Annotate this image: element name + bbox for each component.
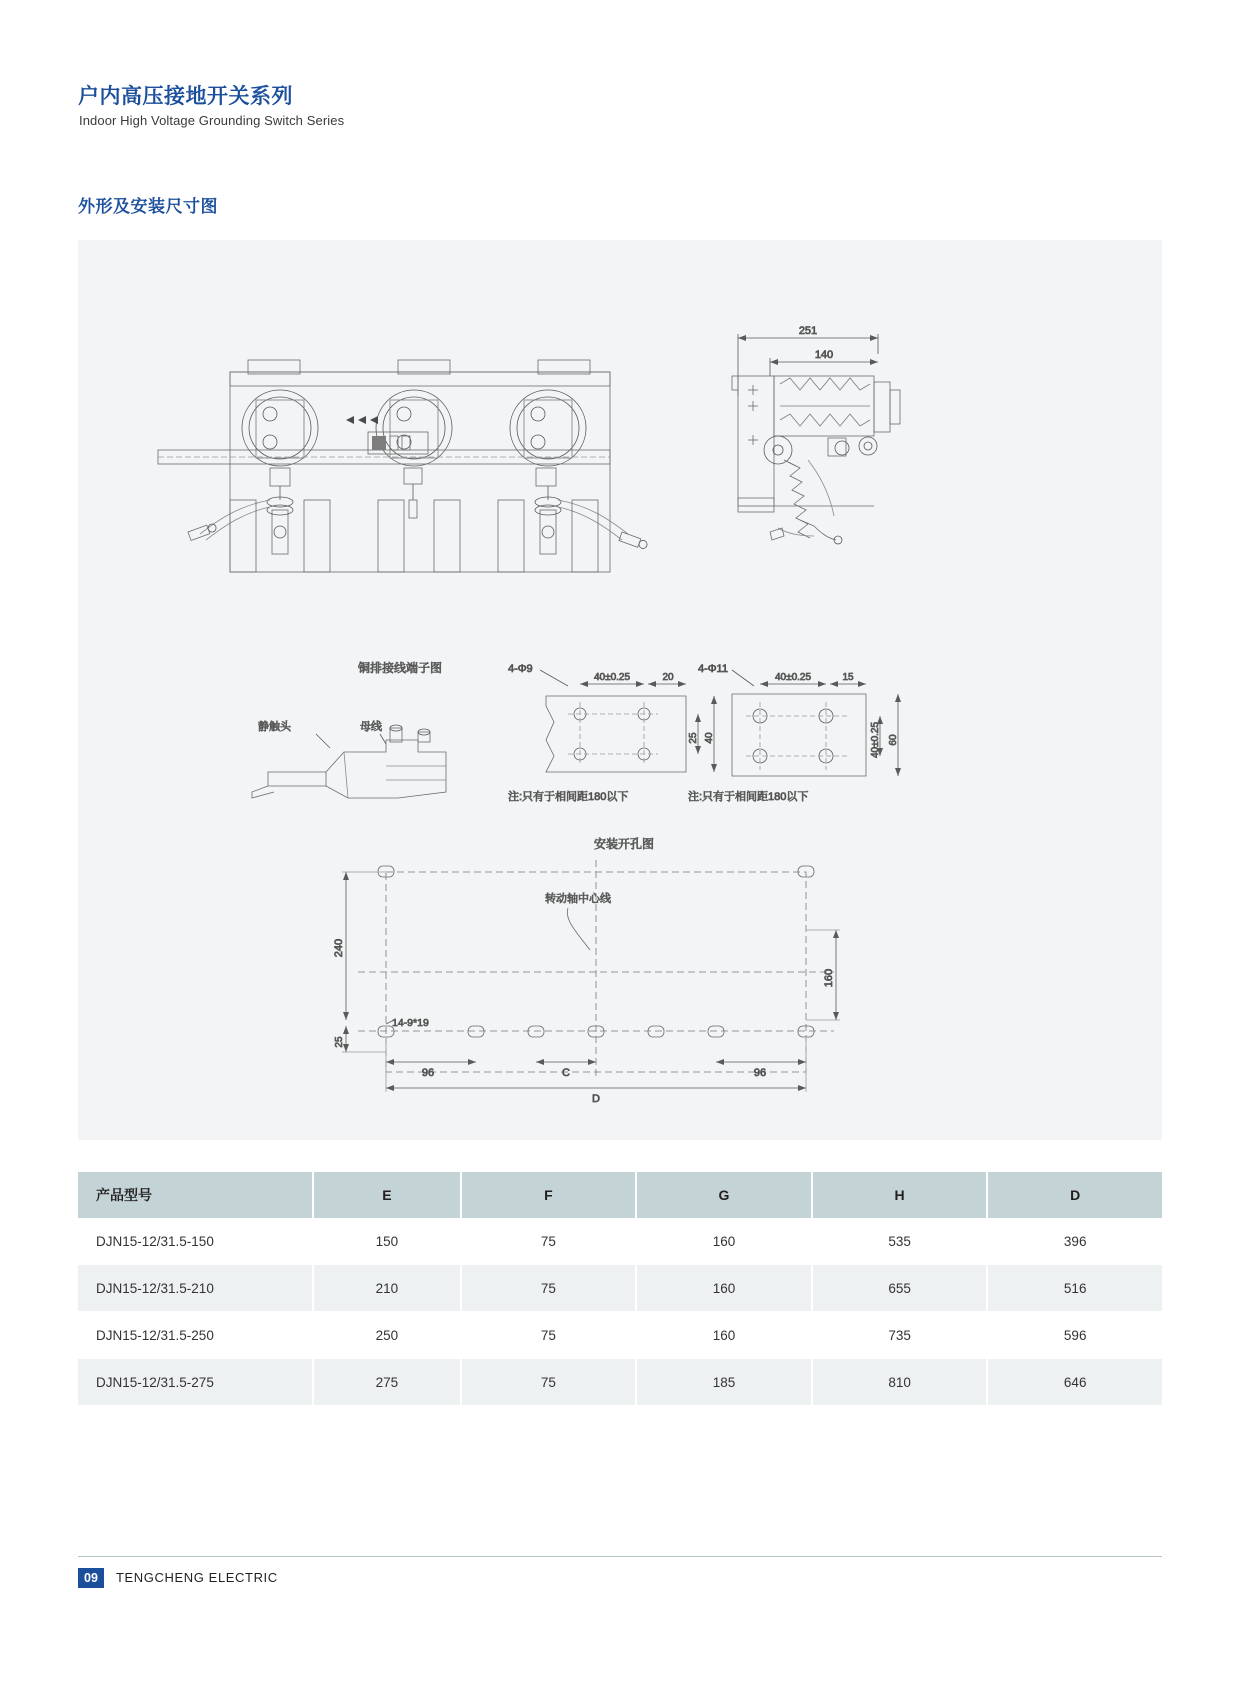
dim-96-left: 96 [421, 1067, 435, 1079]
cell-model: DJN15-12/31.5-150 [78, 1218, 313, 1265]
footer-brand: TENGCHENG ELECTRIC [116, 1570, 278, 1585]
hole-a-pitch: 40±0.25 [593, 672, 631, 683]
terminal-diagram-title: 铜排接线端子图 [357, 661, 443, 675]
dim-C: C [562, 1067, 570, 1079]
cell-f: 75 [461, 1312, 637, 1359]
static-contact-label: 静触头 [258, 721, 291, 733]
specification-table [78, 1172, 1162, 1406]
cell-f: 75 [461, 1218, 637, 1265]
cell-e: 250 [313, 1312, 460, 1359]
cell-e: 150 [313, 1218, 460, 1265]
cell-d: 396 [987, 1218, 1162, 1265]
note-a: 注:只有于相间距180以下 [508, 791, 629, 803]
note-b: 注:只有于相间距180以下 [688, 791, 809, 803]
dim-160: 160 [823, 968, 835, 988]
rotation-axis-label: 转动轴中心线 [545, 893, 611, 905]
cell-e: 275 [313, 1359, 460, 1406]
page-title-zh: 户内高压接地开关系列 [78, 85, 293, 108]
cell-model: DJN15-12/31.5-275 [78, 1359, 313, 1406]
column-header-d: D [987, 1172, 1162, 1218]
hole-b-h1: 40±0.25 [870, 721, 881, 759]
dim-240: 240 [333, 938, 345, 958]
cell-model: DJN15-12/31.5-210 [78, 1265, 313, 1312]
hole-pattern-a-spec: 4-Φ9 [508, 663, 533, 675]
cell-h: 810 [812, 1359, 988, 1406]
cell-e: 210 [313, 1265, 460, 1312]
technical-drawing-panel [78, 240, 1162, 1140]
column-header-model: 产品型号 [78, 1172, 313, 1218]
cell-d: 596 [987, 1312, 1162, 1359]
cell-h: 535 [812, 1218, 988, 1265]
cell-d: 646 [987, 1359, 1162, 1406]
cell-f: 75 [461, 1359, 637, 1406]
cell-h: 655 [812, 1265, 988, 1312]
cell-model: DJN15-12/31.5-250 [78, 1312, 313, 1359]
cell-g: 160 [636, 1218, 812, 1265]
hole-b-h2: 60 [888, 734, 899, 746]
column-header-g: G [636, 1172, 812, 1218]
table-row [78, 1265, 1162, 1312]
table-row [78, 1359, 1162, 1406]
cell-g: 160 [636, 1312, 812, 1359]
cell-f: 75 [461, 1265, 637, 1312]
cell-g: 185 [636, 1359, 812, 1406]
cell-g: 160 [636, 1265, 812, 1312]
column-header-h: H [812, 1172, 988, 1218]
slot-callout: 14-9*19 [392, 1017, 429, 1029]
dim-251: 251 [798, 325, 818, 337]
cell-d: 516 [987, 1265, 1162, 1312]
technical-drawing [78, 240, 1162, 1140]
hole-a-h2: 40 [704, 732, 715, 744]
hole-b-width: 15 [842, 672, 854, 683]
table-header-row [78, 1172, 1162, 1218]
dim-25: 25 [334, 1036, 345, 1048]
mounting-diagram-title: 安装开孔图 [593, 837, 655, 851]
dim-96-right: 96 [753, 1067, 767, 1079]
hole-pattern-b-spec: 4-Φ11 [698, 663, 728, 675]
hole-a-h1: 25 [688, 732, 699, 744]
table-row [78, 1218, 1162, 1265]
page-number-badge: 09 [78, 1568, 104, 1588]
dim-D: D [592, 1093, 600, 1105]
dim-140: 140 [814, 349, 834, 361]
hole-b-pitch: 40±0.25 [774, 672, 812, 683]
page-title-en: Indoor High Voltage Grounding Switch Series [79, 113, 345, 128]
hole-a-width: 20 [662, 672, 674, 683]
column-header-f: F [461, 1172, 637, 1218]
section-title: 外形及安装尺寸图 [78, 197, 218, 216]
footer-divider [78, 1556, 1162, 1557]
cell-h: 735 [812, 1312, 988, 1359]
busbar-label: 母线 [360, 721, 382, 733]
column-header-e: E [313, 1172, 460, 1218]
table-row [78, 1312, 1162, 1359]
